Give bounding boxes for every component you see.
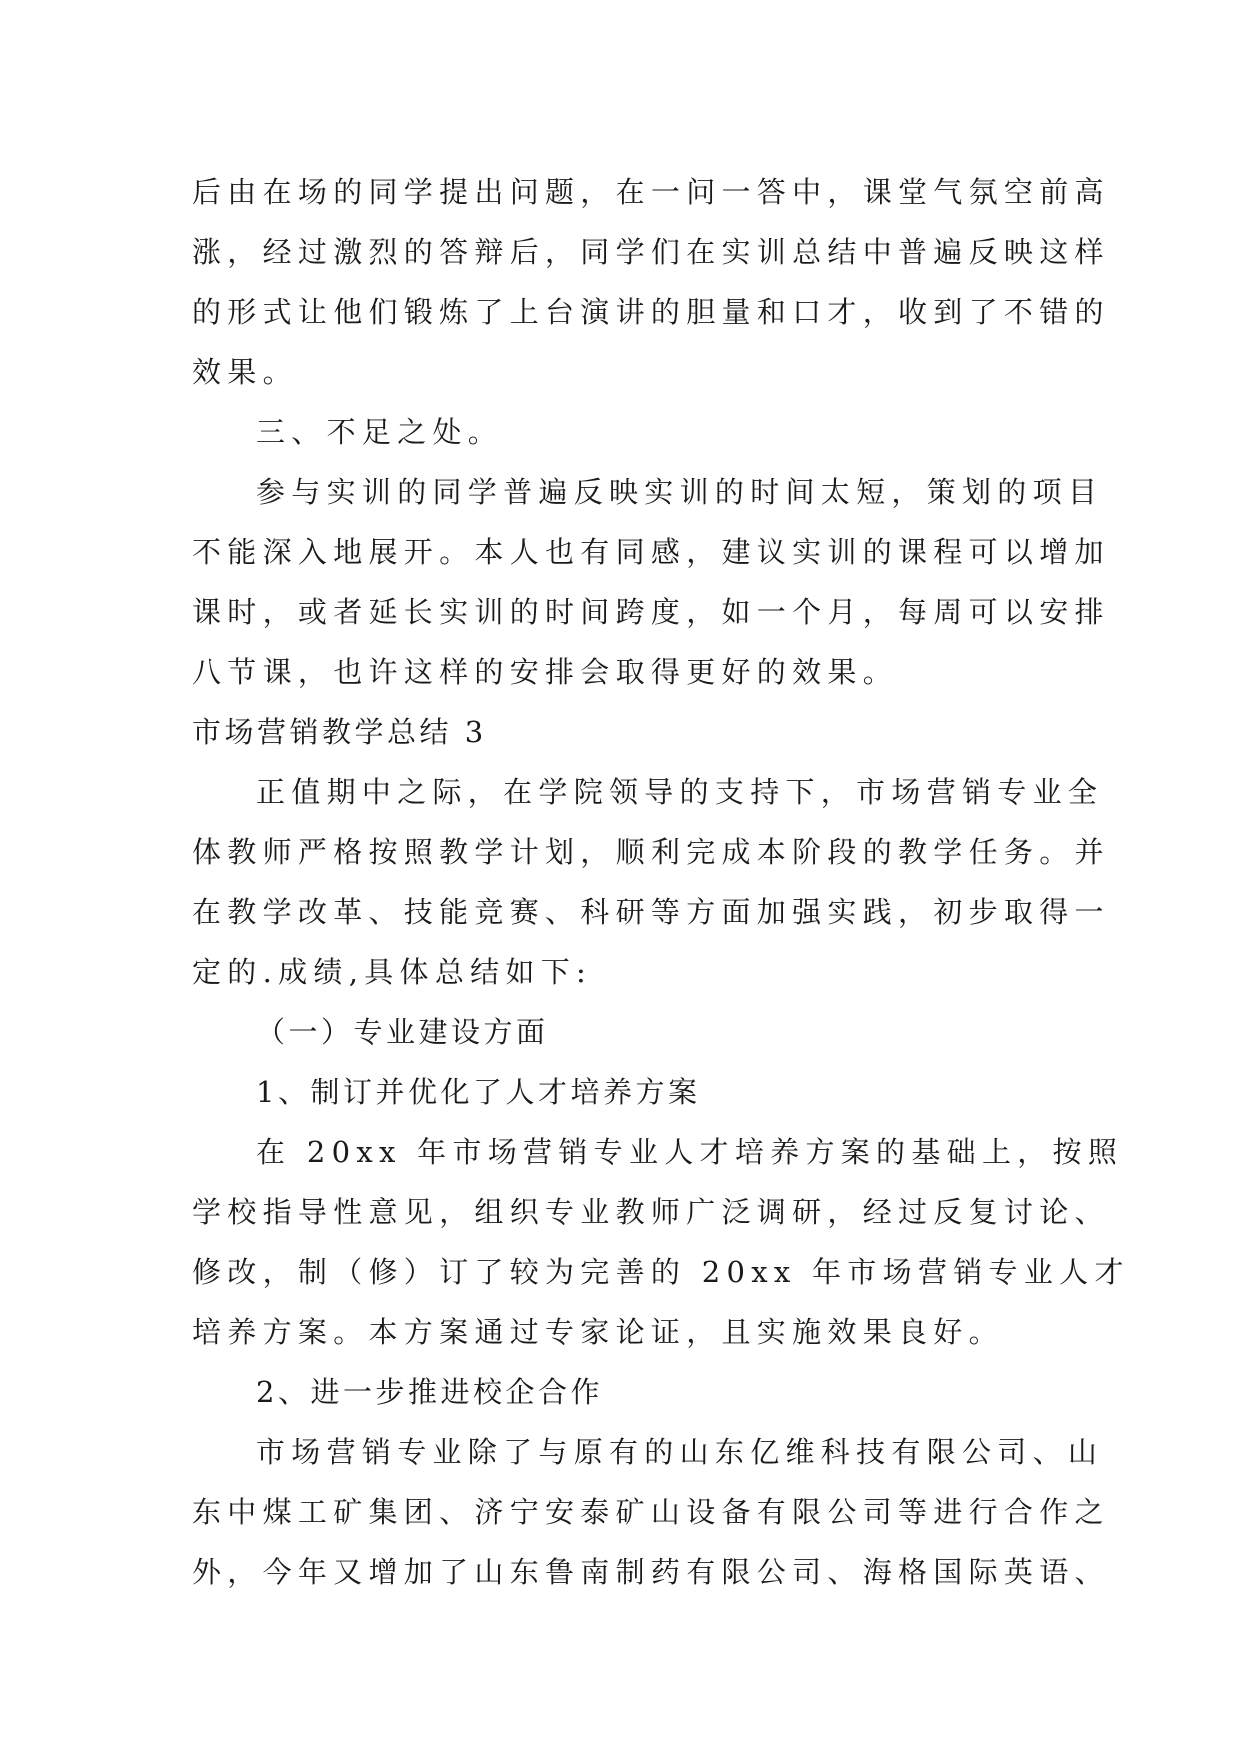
paragraph-line: 学校指导性意见，组织专业教师广泛调研，经过反复讨论、 [192, 1195, 1110, 1229]
paragraph-line: 在 20xx 年市场营销专业人才培养方案的基础上，按照 [256, 1135, 1124, 1169]
paragraph-line: 东中煤工矿集团、济宁安泰矿山设备有限公司等进行合作之 [192, 1495, 1110, 1529]
document-title: 市场营销教学总结 3 [192, 715, 487, 749]
paragraph-line: 八节课，也许这样的安排会取得更好的效果。 [192, 655, 899, 689]
document-body [192, 162, 1130, 1602]
paragraph-line: 的形式让他们锻炼了上台演讲的胆量和口才，收到了不错的 [192, 295, 1110, 329]
paragraph-line: 培养方案。本方案通过专家论证，且实施效果良好。 [192, 1315, 1004, 1349]
subsection-heading: 1、制订并优化了人才培养方案 [256, 1075, 701, 1109]
paragraph-line: 不能深入地展开。本人也有同感，建议实训的课程可以增加 [192, 535, 1110, 569]
paragraph-line: 外，今年又增加了山东鲁南制药有限公司、海格国际英语、 [192, 1555, 1110, 1589]
paragraph-line: 在教学改革、技能竞赛、科研等方面加强实践，初步取得一 [192, 895, 1110, 929]
section-heading: 三、不足之处。 [256, 415, 504, 449]
paragraph-line: 体教师严格按照教学计划，顺利完成本阶段的教学任务。并 [192, 835, 1110, 869]
paragraph-line: 定的.成绩,具体总结如下: [192, 955, 593, 989]
paragraph-line: 后由在场的同学提出问题，在一问一答中，课堂气氛空前高 [192, 175, 1110, 209]
section-heading: （一）专业建设方面 [256, 1015, 549, 1049]
paragraph-line: 修改，制（修）订了较为完善的 20xx 年市场营销专业人才 [192, 1255, 1130, 1289]
paragraph-line: 市场营销专业除了与原有的山东亿维科技有限公司、山 [256, 1435, 1104, 1469]
paragraph-line: 参与实训的同学普遍反映实训的时间太短，策划的项目 [256, 475, 1104, 509]
paragraph-line: 正值期中之际，在学院领导的支持下，市场营销专业全 [256, 775, 1104, 809]
paragraph-line: 课时，或者延长实训的时间跨度，如一个月，每周可以安排 [192, 595, 1110, 629]
subsection-heading: 2、进一步推进校企合作 [256, 1375, 603, 1409]
paragraph-line: 效果。 [192, 355, 298, 389]
paragraph-line: 涨，经过激烈的答辩后，同学们在实训总结中普遍反映这样 [192, 235, 1110, 269]
